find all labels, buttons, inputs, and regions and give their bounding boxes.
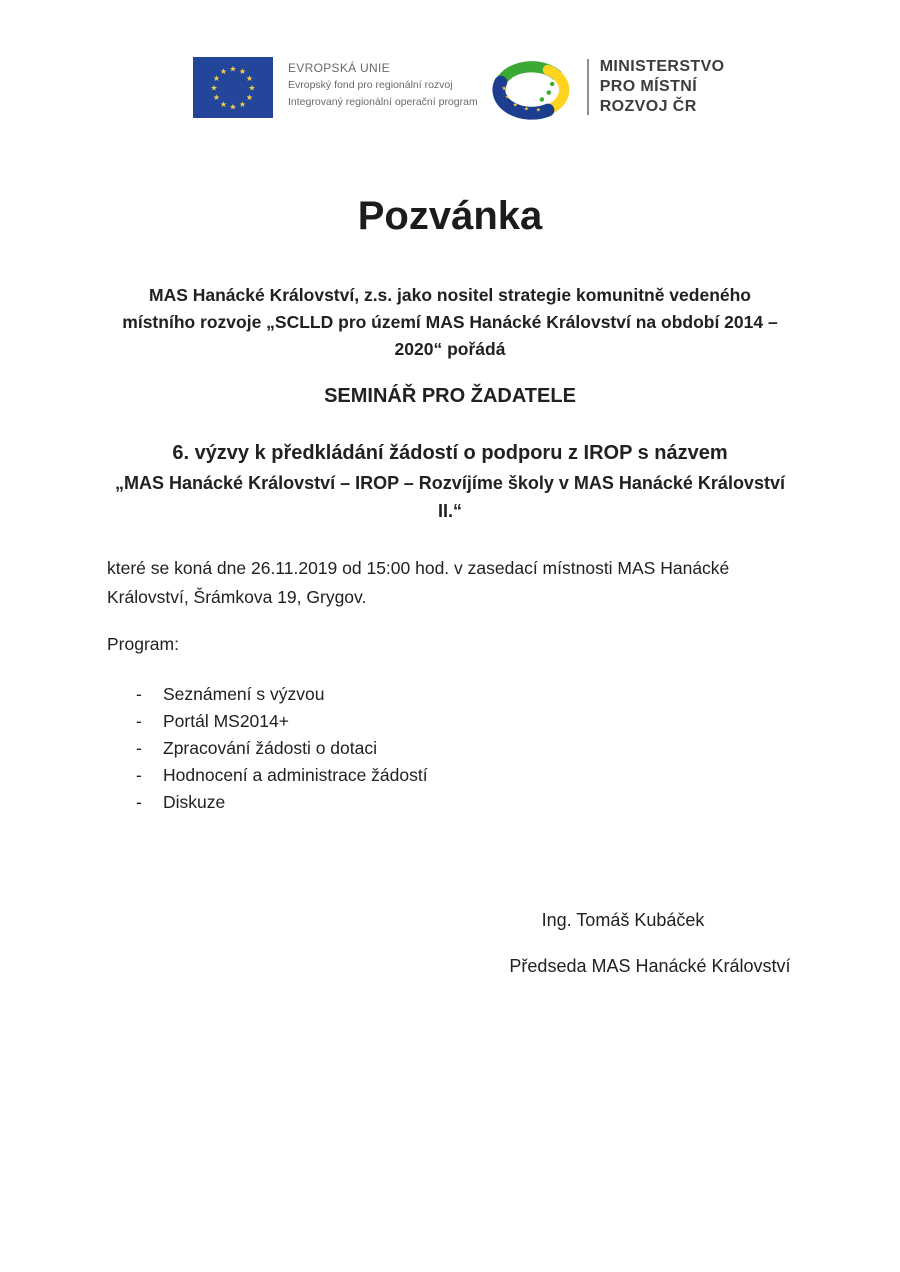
svg-text:★: ★ [219, 67, 228, 76]
eu-logo-block [193, 57, 273, 118]
svg-text:★: ★ [212, 93, 221, 102]
program-label: Program: [107, 634, 179, 654]
list-item [136, 789, 636, 816]
intro-line-1: MAS Hanácké Království, z.s. jako nositel strategie komunitně vedeného [149, 285, 751, 305]
list-bullet: - [136, 765, 142, 785]
intro-line-2: místního rozvoje „SCLLD pro území MAS Hanácké Království na období 2014 – [122, 312, 778, 332]
svg-text:★: ★ [245, 74, 254, 83]
svg-text:★: ★ [238, 67, 247, 76]
eu-flag-icon [193, 57, 273, 118]
list-item [136, 681, 636, 708]
list-item [136, 735, 636, 762]
seminar-heading: SEMINÁŘ PRO ŽADATELE [324, 385, 576, 407]
svg-text:★: ★ [219, 100, 228, 109]
header-logos [193, 57, 725, 121]
svg-text:★: ★ [248, 83, 256, 93]
list-item-text: Zpracování žádosti o dotaci [163, 738, 378, 758]
list-item-text: Portál MS2014+ [163, 711, 289, 731]
list-bullet: - [136, 792, 142, 812]
event-line-2: Království, Šrámkova 19, Grygov. [107, 587, 367, 607]
list-item-text: Diskuze [163, 792, 226, 812]
event-details [107, 554, 807, 612]
program-list [136, 681, 636, 816]
signature-name: Ing. Tomáš Kubáček [541, 910, 705, 930]
svg-text:★: ★ [523, 106, 529, 113]
intro-line-3: 2020“ pořádá [394, 339, 506, 359]
ministry-caption-line1: MINISTERSTVO [599, 58, 725, 75]
list-item-text: Hodnocení a administrace žádostí [163, 765, 428, 785]
ministry-caption-line3: ROZVOJ ČR [599, 98, 697, 115]
list-item [136, 762, 636, 789]
eu-caption-line2: Evropský fond pro regionální rozvoj [288, 79, 453, 91]
ministry-logo-block [492, 57, 725, 121]
signature-role: Předseda MAS Hanácké Království [509, 956, 791, 976]
intro-paragraph [0, 282, 900, 363]
svg-text:★: ★ [512, 102, 518, 109]
svg-text:★: ★ [535, 107, 541, 114]
svg-text:★: ★ [229, 102, 237, 112]
svg-text:★: ★ [238, 100, 247, 109]
list-bullet: - [136, 738, 142, 758]
list-bullet: - [136, 711, 142, 731]
ministry-logo-icon [492, 59, 578, 121]
ministry-caption [600, 57, 725, 117]
svg-text:★: ★ [245, 93, 254, 102]
logo-divider [587, 59, 589, 115]
call-name-line2: II.“ [437, 501, 462, 521]
svg-text:★: ★ [229, 64, 237, 74]
eu-caption [288, 57, 478, 111]
call-name-line1: „MAS Hanácké Království – IROP – Rozvíjíme školy v MAS Hanácké Království [115, 473, 785, 493]
call-title: 6. výzvy k předkládání žádostí o podporu z IROP s názvem [172, 442, 728, 464]
ministry-caption-line2: PRO MÍSTNÍ [599, 78, 698, 95]
page-title: Pozvánka [357, 194, 543, 238]
eu-caption-line1: EVROPSKÁ UNIE [288, 61, 390, 75]
eu-caption-line3: Integrovaný regionální operační program [288, 96, 478, 108]
svg-text:★: ★ [210, 83, 218, 93]
event-line-1: které se koná dne 26.11.2019 od 15:00 hod. v zasedací místnosti MAS Hanácké [107, 558, 730, 578]
svg-text:★: ★ [212, 74, 221, 83]
list-bullet: - [136, 684, 142, 704]
svg-text:★: ★ [501, 86, 507, 92]
list-item-text: Seznámení s výzvou [163, 684, 325, 704]
list-item [136, 708, 636, 735]
svg-text:★: ★ [504, 94, 510, 101]
